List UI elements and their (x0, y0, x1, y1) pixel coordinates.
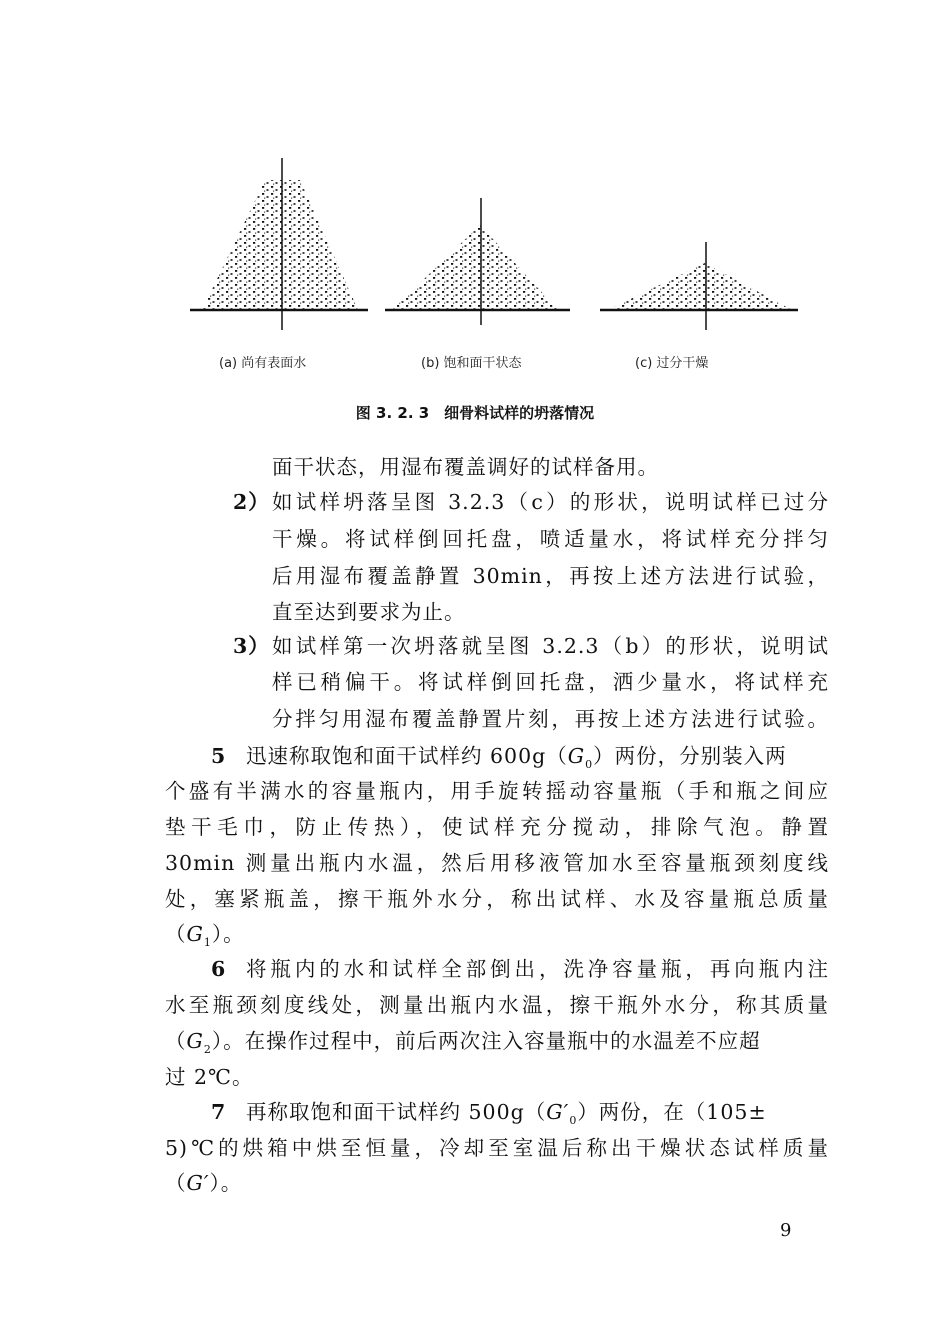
slump-figure (180, 150, 810, 330)
cone-c (600, 242, 798, 330)
item-number: 2） (233, 490, 270, 514)
text-line: 分拌匀用湿布覆盖静置片刻，再按上述方法进行试验。 (272, 707, 829, 731)
figure-title: 图 3. 2. 3 细骨料试样的坍落情况 (355, 404, 595, 422)
text-line: 样已稍偏干。将试样倒回托盘，洒少量水，将试样充 (272, 670, 829, 694)
text-line: 将瓶内的水和试样全部倒出，洗净容量瓶，再向瓶内注 (246, 957, 829, 981)
cone-b (385, 198, 570, 325)
text-line: 处，塞紧瓶盖，擦干瓶外水分，称出试样、水及容量瓶总质量 (165, 887, 829, 911)
step-number: 6 (211, 957, 227, 981)
caption-a: (a) 尚有表面水 (219, 356, 307, 371)
text-line: 干燥。将试样倒回托盘，喷适量水，将试样充分拌匀 (272, 527, 829, 551)
cone-a (190, 158, 368, 330)
text-line: 5)℃的烘箱中烘至恒量，冷却至室温后称出干燥状态试样质量 (165, 1136, 829, 1160)
caption-c: (c) 过分干燥 (635, 356, 709, 371)
text-line: 再称取饱和面干试样约 $500g(G'_0)$两份，在（105± (246, 1100, 767, 1128)
text-line: 后用湿布覆盖静置 30min，再按上述方法进行试验， (272, 564, 829, 588)
page-number: 9 (780, 1220, 792, 1241)
text-line: 垫干毛巾，防止传热），使试样充分搅动，排除气泡。静置 (165, 815, 829, 839)
text-line: （G′）。 (165, 1171, 243, 1195)
text-line: 如试样第一次坍落就呈图 3.2.3（b）的形状，说明试 (272, 634, 829, 658)
item-number: 3） (233, 634, 270, 658)
step-number: 7 (211, 1100, 227, 1124)
text-line: 面干状态，用湿布覆盖调好的试样备用。 (272, 455, 659, 479)
text-line: 过 2℃。 (165, 1065, 254, 1089)
step-number: 5 (211, 744, 227, 768)
text-line: 水至瓶颈刻度线处，测量出瓶内水温，擦干瓶外水分，称其质量 (165, 993, 829, 1017)
text-line: 个盛有半满水的容量瓶内，用手旋转摇动容量瓶（手和瓶之间应 (165, 779, 829, 803)
caption-b: (b) 饱和面干状态 (421, 356, 522, 371)
text-line: 如试样坍落呈图 3.2.3（c）的形状，说明试样已过分 (272, 490, 829, 514)
text-line: 迅速称取饱和面干试样约 $600g(G_0)$两份，分别装入两 (246, 744, 787, 772)
text-line: $(G_2)$。在操作过程中，前后两次注入容量瓶中的水温差不应超 (165, 1029, 761, 1057)
text-line: 30min 测量出瓶内水温，然后用移液管加水至容量瓶颈刻度线 (165, 851, 829, 875)
text-line: 直至达到要求为止。 (272, 600, 466, 624)
text-line: $(G_1)$。 (165, 922, 245, 950)
